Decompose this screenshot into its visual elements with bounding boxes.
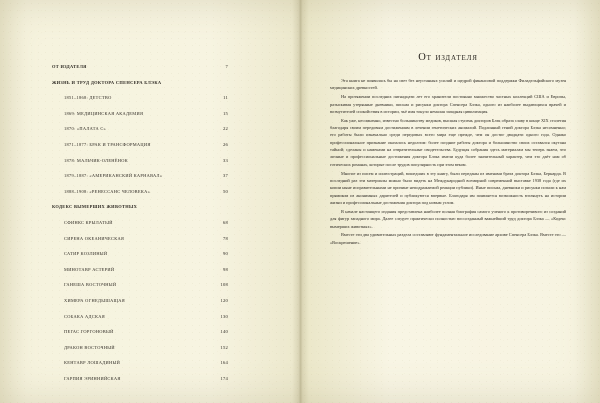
toc-entry[interactable]	[52, 267, 228, 272]
toc-entry-page-number: 7	[225, 64, 228, 69]
toc-entry-label: ОТ ИЗДАТЕЛЯ	[52, 64, 87, 69]
toc-entry[interactable]	[52, 142, 228, 147]
toc-entry-label: 1878: МАЛЬЧИК-ОЛЕНЁНОК	[64, 157, 128, 163]
toc-entry-label: 1851–1868: ДЕТСТВО	[64, 95, 112, 101]
toc-entry-page-number: 90	[223, 251, 228, 257]
toc-entry-label: СФИНКС КРЫЛАТЫЙ	[64, 219, 113, 225]
toc-entry-label: ХИМЕРА ОГНЕДЫШАЩАЯ	[64, 297, 125, 303]
toc-entry-page-number: 152	[220, 344, 228, 350]
toc-entry-label: ГАНЕША ВОСТОЧНЫЙ	[64, 282, 117, 288]
toc-entry-label: ГАРПИЯ ЭРИННИЙСКАЯ	[64, 375, 121, 381]
toc-entry[interactable]	[52, 345, 228, 350]
toc-entry[interactable]	[52, 220, 228, 225]
toc-entry[interactable]	[52, 236, 228, 241]
toc-entry[interactable]	[52, 360, 228, 365]
toc-entry[interactable]	[52, 158, 228, 163]
toc-entry-page-number: 50	[223, 188, 228, 194]
foreword-paragraph: Многие из писем и иллюстраций, вошедших в эту книгу, были переданы из именами брата доктора Блэка, Бернарда. В последний раз эти материалы можно было видеть на Международной всемирной современной выставке 1938 года (где их копии ныне исправительными не причине неподражаемой реакции публики). Иные письма, дневники и рисунки попали к нам прямиком из анонимных дарителей и публикуются впервые. Благодаря им появляется возможность взглянуть на истории жизни и профессиональные достижения доктора под новым углом.	[330, 170, 566, 205]
toc-entry-label: МИНОТАВР АСТЕРИЙ	[64, 266, 115, 272]
toc-entry-page-number: 98	[223, 266, 228, 272]
table-of-contents	[52, 64, 228, 391]
toc-entry-page-number: 164	[220, 360, 228, 366]
toc-entry-label: 1879–1887: «АМЕРИКАНСКИЙ КАРНАВАЛ»	[64, 173, 163, 179]
toc-entry[interactable]	[52, 314, 228, 319]
toc-entry[interactable]	[52, 376, 228, 381]
toc-entry[interactable]	[52, 126, 228, 131]
toc-entry-label: САТИР КОЗЛИНЫЙ	[64, 251, 108, 257]
toc-entry-label: КЕНТАВР ЛОШАДИНЫЙ	[64, 360, 121, 366]
toc-entry[interactable]	[52, 282, 228, 287]
toc-entry-page-number: 22	[223, 126, 228, 132]
toc-entry[interactable]	[52, 80, 228, 85]
foreword-body	[330, 77, 566, 246]
toc-entry-page-number: 174	[220, 375, 228, 381]
toc-entry-label: КОДЕКС ВЫМЕРШИХ ЖИВОТНЫХ	[52, 204, 138, 210]
toc-entry-page-number: 37	[223, 173, 228, 179]
toc-entry-label: 1869: МЕДИЦИНСКАЯ АКАДЕМИЯ	[64, 110, 144, 116]
toc-entry-label: СОБАКА АДСКАЯ	[64, 313, 105, 319]
toc-entry-page-number: 120	[220, 297, 228, 303]
toc-entry-label: СИРЕНА ОКЕАНИЧЕСКАЯ	[64, 235, 125, 241]
toc-entry-label: ДРАКОН ВОСТОЧНЫЙ	[64, 344, 115, 350]
toc-entry[interactable]	[52, 64, 228, 69]
foreword-paragraph: Вместе эти два удивительных раздела составляют фундаментальное исследование архиве Спенсера Блэка. Вместе это — «Воскрешение».	[330, 232, 566, 245]
toc-entry[interactable]	[52, 204, 228, 209]
toc-entry[interactable]	[52, 329, 228, 334]
toc-entry-page-number: 68	[223, 219, 228, 225]
foreword-title: От издателя	[418, 52, 478, 63]
foreword-section	[330, 52, 566, 248]
toc-entry[interactable]	[52, 95, 228, 100]
foreword-paragraph: На протяжении последних пятнадцати лет его хранители постоянно множество частных коллекций США и Европы, разыскивая утерянные дневники, письма и рисунки доктора Спенсера Блэка, одного из наиболее выдающихся врачей и возмутителей спокойствия в истории, чьё имя тонуло немалая западная цивилизация.	[330, 94, 566, 114]
toc-entry-page-number: 33	[223, 157, 228, 163]
toc-entry-label: 1870: «ПАЛАТА С»	[64, 126, 107, 132]
toc-entry-label: ПЕГАС ГОРГОНОВЫЙ	[64, 329, 114, 335]
toc-entry[interactable]	[52, 111, 228, 116]
foreword-paragraph: Эта книга не появилась бы на свет без неустанных усилий и щедрой финансовой поддержки Филадельфийского музея медицинских древностей.	[330, 78, 566, 91]
toc-entry-label: ЖИЗНЬ И ТРУД ДОКТОРА СПЕНСЕРА БЛЭКА	[52, 79, 162, 85]
toc-entry-page-number: 130	[220, 313, 228, 319]
book-gutter	[292, 0, 309, 403]
toc-entry-page-number: 78	[223, 235, 228, 241]
foreword-paragraph: Как уже, несомненно, известно большинству медиков, высшая ступень докторов Блэк образа славу в конце XIX столетия благодаря своим передовым достижениям в лечении генетических аномалий. Подлинный гений доктора Блэка несомненно; его работы были изначально среди передовых всего мира еще прежде, чем он достиг двадцати одного года. Однако профессиональное признание оказалось недолгим: более поздние работы доктора и большинство своих оставался окутана тайной; сделаны и намеками на отвратительные свидетельства. Будущая собрания здесь материалам мы теперь знаем, что личные и профессиональные достижения доктора Блэка имели куда более значительный характер, чем это даёт нам об готических романах, которые после трудов популярность при этом веком.	[330, 117, 566, 167]
foreword-paragraph: В начале настоящего издания представлена наиболее полная биография самого ученого к противоречивого из созданий для фигур западного мира. Далее следует практически полностью воссозданный важнейший труд доктора Блэка — «Кодекс вымерших животных».	[330, 208, 566, 229]
toc-entry[interactable]	[52, 251, 228, 256]
toc-entry[interactable]	[52, 189, 228, 194]
toc-entry-page-number: 15	[223, 110, 228, 116]
toc-entry-page-number: 140	[220, 329, 228, 335]
toc-entry[interactable]	[52, 173, 228, 178]
toc-entry-page-number: 108	[220, 282, 228, 288]
toc-entry-label: 1871–1877: БРАК И ТРАНСФОРМАЦИЯ	[64, 141, 151, 147]
toc-entry[interactable]	[52, 298, 228, 303]
toc-entry-page-number: 11	[223, 95, 228, 101]
toc-entry-label: 1888–1908: «РЕНЕССАНС ЧЕЛОВЕКА»	[64, 188, 151, 194]
toc-entry-page-number: 26	[223, 141, 228, 147]
